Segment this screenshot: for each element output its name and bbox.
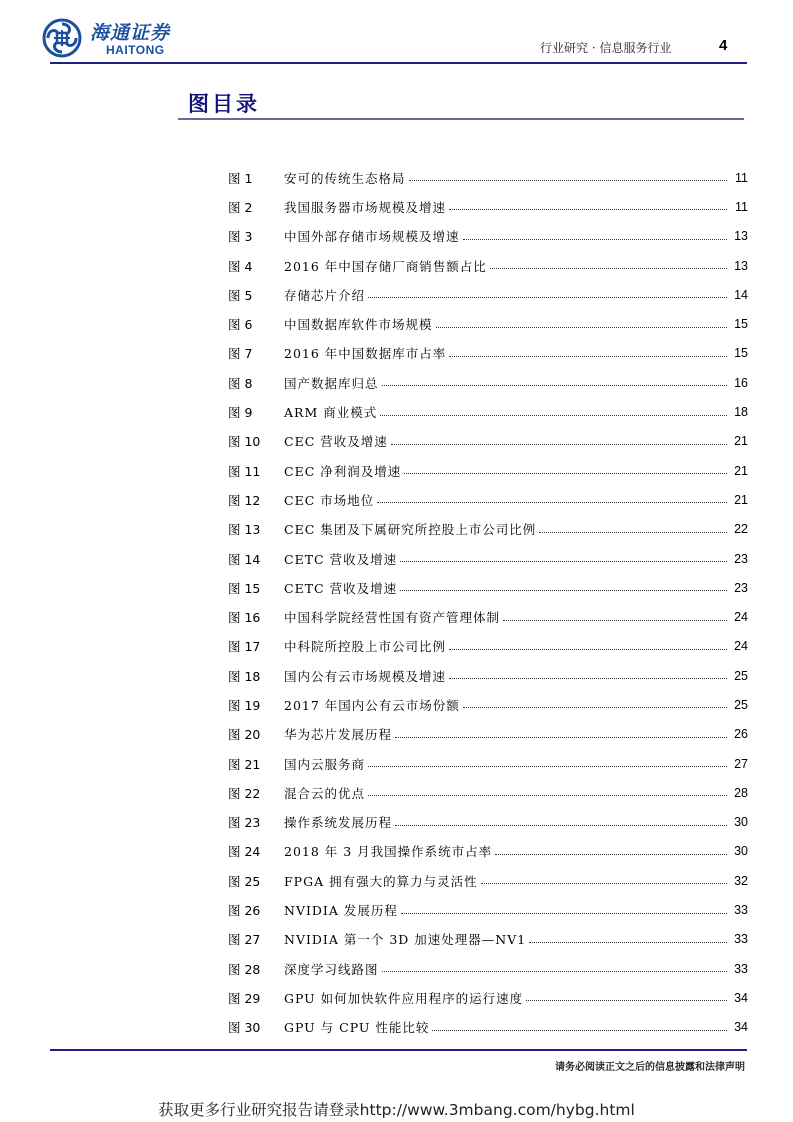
dot-leader	[503, 620, 727, 621]
toc-entry[interactable]	[228, 749, 748, 778]
report-section: 行业研究 · 信息服务行业	[540, 41, 672, 55]
dot-leader	[391, 444, 727, 445]
dot-leader	[449, 209, 727, 210]
dot-leader	[526, 1000, 727, 1001]
figure-page-number: 33	[734, 903, 748, 918]
figure-title: 2018 年 3 月我国操作系统市占率	[284, 844, 493, 860]
figure-label: 图 20	[228, 727, 261, 743]
figure-label: 图 26	[228, 903, 261, 919]
figure-title: FPGA 拥有强大的算力与灵活性	[284, 873, 478, 889]
figure-page-number: 27	[734, 756, 748, 771]
figure-page-number: 33	[734, 961, 748, 976]
figure-label: 图 10	[228, 434, 261, 450]
figure-page-number: 28	[734, 785, 748, 800]
haitong-emblem-icon	[42, 18, 82, 58]
toc-entry[interactable]	[228, 485, 748, 514]
figure-title: 中国外部存储市场规模及增速	[284, 229, 460, 245]
figure-label: 图 21	[228, 756, 261, 772]
toc-entry[interactable]	[228, 309, 748, 338]
toc-entry[interactable]	[228, 427, 748, 456]
figure-label: 图 24	[228, 844, 261, 860]
toc-entry[interactable]	[228, 456, 748, 485]
toc-entry[interactable]	[228, 837, 748, 866]
figure-page-number: 33	[734, 932, 748, 947]
figure-label: 图 19	[228, 697, 261, 713]
figure-title: ARM 商业模式	[284, 405, 378, 421]
figure-title: 国内公有云市场规模及增速	[284, 668, 447, 684]
figure-page-number: 30	[734, 815, 748, 830]
toc-entry[interactable]	[228, 632, 748, 661]
figure-title: 中国科学院经营性国有资产管理体制	[284, 610, 501, 626]
dot-leader	[382, 971, 727, 972]
toc-entry[interactable]	[228, 720, 748, 749]
figure-page-number: 11	[735, 199, 748, 214]
figure-page-number: 22	[734, 522, 748, 537]
figure-page-number: 30	[734, 844, 748, 859]
figure-label: 图 4	[228, 258, 253, 274]
toc-entry[interactable]	[228, 808, 748, 837]
dot-leader	[529, 942, 727, 943]
figure-page-number: 11	[735, 170, 748, 185]
dot-leader	[368, 766, 727, 767]
toc-entry[interactable]	[228, 544, 748, 573]
figure-label: 图 22	[228, 785, 261, 801]
dot-leader	[409, 180, 727, 181]
figure-title: GPU 与 CPU 性能比较	[284, 1020, 430, 1036]
dot-leader	[539, 532, 727, 533]
figure-label: 图 18	[228, 668, 261, 684]
toc-entry[interactable]	[228, 573, 748, 602]
figure-title: 华为芯片发展历程	[284, 727, 393, 743]
figure-label: 图 17	[228, 639, 261, 655]
figure-label: 图 5	[228, 287, 253, 303]
figure-page-number: 26	[734, 727, 748, 742]
toc-entry[interactable]	[228, 925, 748, 954]
figure-page-number: 34	[734, 1020, 748, 1035]
figure-page-number: 21	[734, 463, 748, 478]
figure-title: 2016 年中国存储厂商销售额占比	[284, 258, 487, 274]
figure-title: 国内云服务商	[284, 756, 366, 772]
dot-leader	[382, 385, 727, 386]
figure-list	[228, 163, 748, 1042]
figure-title: GPU 如何加快软件应用程序的运行速度	[284, 990, 524, 1006]
figure-page-number: 13	[734, 229, 748, 244]
figure-label: 图 9	[228, 405, 253, 421]
toc-entry[interactable]	[228, 368, 748, 397]
figure-title: 存储芯片介绍	[284, 287, 366, 303]
page-title: 图目录	[188, 91, 260, 116]
figure-page-number: 25	[734, 697, 748, 712]
figure-title: CETC 营收及增速	[284, 551, 398, 567]
dot-leader	[490, 268, 727, 269]
figure-page-number: 24	[734, 610, 748, 625]
dot-leader	[404, 473, 727, 474]
figure-title: CEC 营收及增速	[284, 434, 388, 450]
figure-title: 操作系统发展历程	[284, 815, 393, 831]
header-divider	[50, 62, 747, 64]
toc-entry[interactable]	[228, 280, 748, 309]
dot-leader	[377, 502, 727, 503]
figure-page-number: 15	[734, 317, 748, 332]
figure-title: 国产数据库归总	[284, 375, 379, 391]
dot-leader	[368, 297, 727, 298]
figure-page-number: 16	[734, 375, 748, 390]
dot-leader	[380, 415, 727, 416]
figure-title: 深度学习线路图	[284, 961, 379, 977]
title-divider	[178, 118, 744, 120]
footer-divider	[50, 1049, 747, 1051]
toc-entry[interactable]	[228, 397, 748, 426]
figure-title: CEC 集团及下属研究所控股上市公司比例	[284, 522, 537, 538]
figure-label: 图 3	[228, 229, 253, 245]
figure-page-number: 25	[734, 668, 748, 683]
figure-title: CEC 净利润及增速	[284, 463, 402, 479]
figure-page-number: 18	[734, 405, 748, 420]
figure-label: 图 15	[228, 580, 261, 596]
figure-label: 图 7	[228, 346, 253, 362]
figure-label: 图 8	[228, 375, 253, 391]
figure-label: 图 6	[228, 317, 253, 333]
toc-entry[interactable]	[228, 515, 748, 544]
dot-leader	[495, 854, 727, 855]
dot-leader	[395, 737, 727, 738]
dot-leader	[463, 707, 727, 708]
figure-title: NVIDIA 第一个 3D 加速处理器—NV1	[284, 932, 527, 948]
figure-label: 图 11	[228, 463, 261, 479]
figure-title: 中科院所控股上市公司比例	[284, 639, 447, 655]
figure-label: 图 23	[228, 815, 261, 831]
figure-page-number: 34	[734, 990, 748, 1005]
toc-entry[interactable]	[228, 983, 748, 1012]
logo-english-name: HAITONG	[106, 43, 165, 57]
figure-label: 图 25	[228, 873, 261, 889]
figure-page-number: 23	[734, 580, 748, 595]
figure-title: NVIDIA 发展历程	[284, 903, 398, 919]
toc-entry[interactable]	[228, 602, 748, 631]
figure-label: 图 29	[228, 990, 261, 1006]
figure-label: 图 27	[228, 932, 261, 948]
figure-title: 我国服务器市场规模及增速	[284, 199, 447, 215]
toc-entry[interactable]	[228, 690, 748, 719]
figure-label: 图 16	[228, 610, 261, 626]
dot-leader	[449, 649, 727, 650]
logo-chinese-name: 海通证券	[90, 22, 171, 44]
toc-entry[interactable]	[228, 895, 748, 924]
haitong-logo	[42, 16, 182, 60]
figure-page-number: 13	[734, 258, 748, 273]
figure-label: 图 2	[228, 199, 253, 215]
dot-leader	[401, 913, 727, 914]
figure-page-number: 21	[734, 492, 748, 507]
figure-title: 中国数据库软件市场规模	[284, 317, 433, 333]
figure-page-number: 21	[734, 434, 748, 449]
figure-label: 图 28	[228, 961, 261, 977]
dot-leader	[436, 327, 727, 328]
toc-entry[interactable]	[228, 251, 748, 280]
dot-leader	[481, 883, 727, 884]
toc-entry[interactable]	[228, 661, 748, 690]
figure-title: 2017 年国内公有云市场份额	[284, 697, 460, 713]
figure-label: 图 1	[228, 170, 253, 186]
dot-leader	[449, 678, 727, 679]
legal-disclaimer: 请务必阅读正文之后的信息披露和法律声明	[555, 1062, 745, 1073]
figure-page-number: 14	[734, 287, 748, 302]
figure-title: CETC 营收及增速	[284, 580, 398, 596]
toc-entry[interactable]	[228, 866, 748, 895]
figure-label: 图 13	[228, 522, 261, 538]
figure-label: 图 12	[228, 492, 261, 508]
dot-leader	[432, 1030, 727, 1031]
toc-entry[interactable]	[228, 192, 748, 221]
dot-leader	[449, 356, 727, 357]
figure-title: 安可的传统生态格局	[284, 170, 406, 186]
figure-page-number: 23	[734, 551, 748, 566]
dot-leader	[400, 590, 727, 591]
figure-page-number: 24	[734, 639, 748, 654]
toc-entry[interactable]	[228, 163, 748, 192]
figure-title: CEC 市场地位	[284, 492, 375, 508]
page-number: 4	[719, 37, 728, 54]
figure-page-number: 32	[734, 873, 748, 888]
toc-entry[interactable]	[228, 778, 748, 807]
dot-leader	[395, 825, 727, 826]
dot-leader	[463, 239, 727, 240]
figure-page-number: 15	[734, 346, 748, 361]
toc-entry[interactable]	[228, 222, 748, 251]
toc-entry[interactable]	[228, 339, 748, 368]
toc-entry[interactable]	[228, 1013, 748, 1042]
toc-entry[interactable]	[228, 954, 748, 983]
promo-link[interactable]: 获取更多行业研究报告请登录http://www.3mbang.com/hybg.html	[158, 1101, 635, 1119]
figure-label: 图 30	[228, 1020, 261, 1036]
dot-leader	[368, 795, 727, 796]
dot-leader	[400, 561, 727, 562]
figure-title: 混合云的优点	[284, 785, 366, 801]
figure-title: 2016 年中国数据库市占率	[284, 346, 447, 362]
figure-label: 图 14	[228, 551, 261, 567]
